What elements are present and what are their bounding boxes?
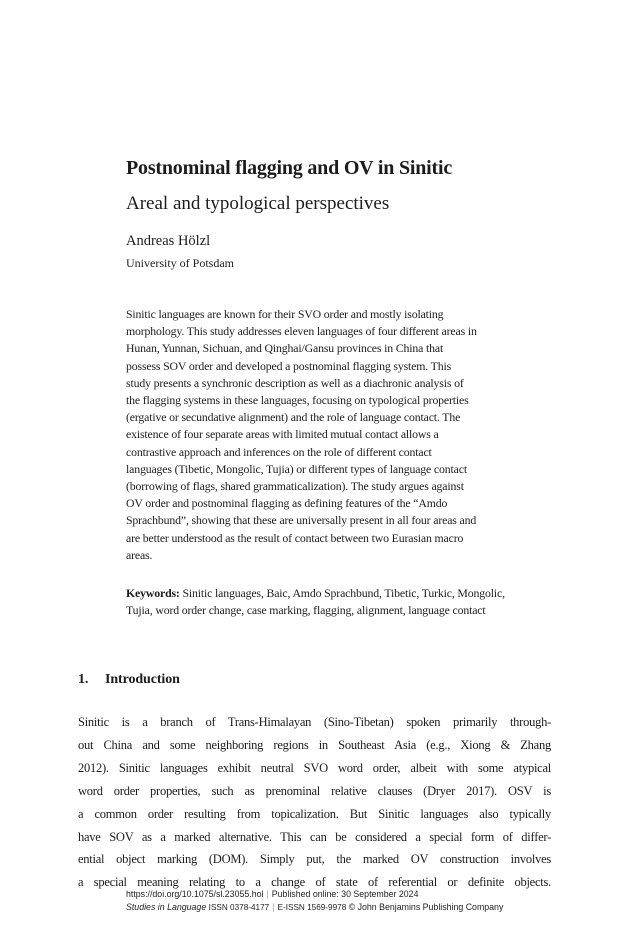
eissn: E-ISSN 1569-9978 [277, 903, 347, 912]
footer [126, 888, 566, 914]
author-name: Andreas Hölzl [126, 233, 211, 249]
footer-separator: | [272, 902, 275, 912]
keywords [126, 585, 528, 619]
keywords-text: Sinitic languages, Baic, Amdo Sprachbund, Tibetic, Turkic, Mongolic, Tujia, word order change, case marking, flagging, alignment, language contact [126, 586, 505, 618]
text-line: the flagging systems in these languages, focusing on typological properties [126, 393, 469, 408]
section-number: 1. [78, 672, 89, 687]
doi-link[interactable]: https://doi.org/10.1075/sl.23055.hol [126, 889, 264, 899]
text-line: Sprachbund”, showing that these are universally present in all four areas and [126, 513, 477, 528]
text-line: word order properties, such as prenominal relative clauses (Dryer 2017). OSV is [78, 783, 551, 798]
author-affiliation: University of Potsdam [126, 256, 234, 270]
text-line: a common order resulting from topicalization. But Sinitic languages also typically [78, 806, 551, 821]
text-line: existence of four separate areas with limited mutual contact allows a [126, 427, 439, 442]
text-line: languages (Tibetic, Mongolic, Tujia) or different types of language contact [126, 461, 467, 476]
body-paragraph [78, 711, 551, 894]
paper-title: Postnominal flagging and OV in Sinitic [126, 157, 452, 179]
text-line: morphology. This study addresses eleven languages of four different areas in [126, 324, 477, 339]
text-line: Sinitic languages are known for their SVO order and mostly isolating [126, 307, 444, 321]
text-line: possess SOV order and developed a postnominal flagging system. This [126, 358, 452, 373]
text-line: (ergative or secundative alignment) and the role of language contact. The [126, 410, 461, 425]
footer-separator: | [266, 889, 269, 899]
section-title: Introduction [105, 672, 180, 687]
text-line: areas. [126, 547, 153, 562]
footer-doi-line [126, 888, 566, 901]
text-line: (borrowing of flags, shared grammaticalization). The study argues against [126, 479, 464, 494]
journal-name: Studies in Language [126, 902, 207, 912]
text-line: study presents a synchronic description as well as a diachronic analysis of [126, 375, 464, 390]
section-heading [78, 672, 180, 688]
text-line: are better understood as the result of contact between two Eurasian macro [126, 530, 464, 545]
text-line: Sinitic is a branch of Trans-Himalayan (Sino-Tibetan) spoken primarily through- [78, 715, 551, 729]
paper-subtitle: Areal and typological perspectives [126, 193, 390, 214]
text-line: ential object marking (DOM). Simply put, the marked OV construction involves [78, 852, 551, 867]
abstract [126, 306, 544, 564]
text-line: 2012). Sinitic languages exhibit neutral SVO word order, albeit with some atypical [78, 760, 551, 775]
issn: ISSN 0378-4177 [208, 903, 270, 912]
text-line: a special meaning relating to a change of state of referential or definite objects. [78, 875, 551, 890]
text-line: have SOV as a marked alternative. This can be considered a special form of differ- [78, 829, 551, 844]
published-note: Published online: 30 September 2024 [271, 889, 419, 899]
keywords-label: Keywords: [126, 586, 180, 600]
text-line: out China and some neighboring regions in Southeast Asia (e.g., Xiong & Zhang [78, 737, 551, 752]
text-line: contrastive approach and inferences on the role of different contact [126, 444, 432, 459]
text-line: OV order and postnominal flagging as defining features of the “Amdo [126, 496, 448, 511]
text-line: Hunan, Yunnan, Sichuan, and Qinghai/Gansu provinces in China that [126, 341, 444, 356]
copyright-notice: © John Benjamins Publishing Company [348, 902, 504, 912]
footer-journal-line [126, 901, 566, 914]
